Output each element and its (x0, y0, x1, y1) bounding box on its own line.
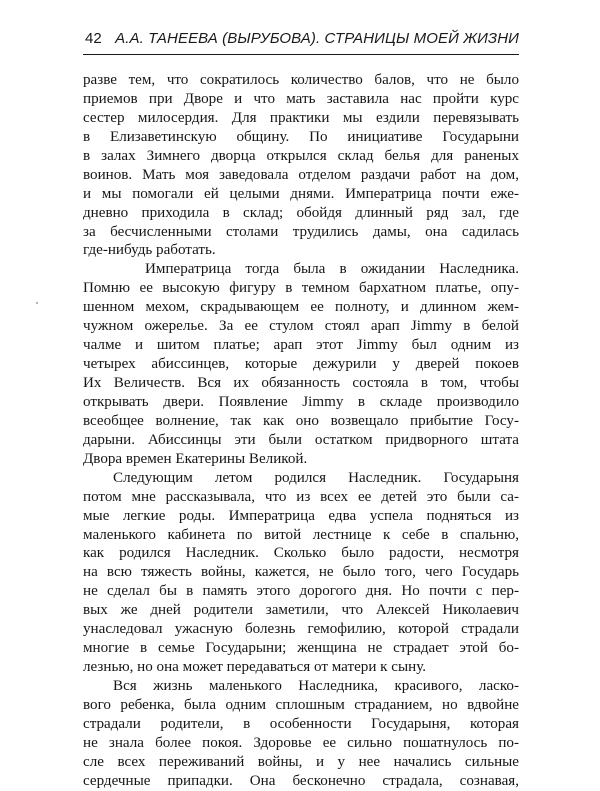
body-text (83, 71, 519, 791)
paragraph (83, 71, 519, 260)
text-line: вого ребенка, была одним сплошным страданием, но вдвойне (83, 696, 519, 713)
page-number: 42 (85, 30, 102, 47)
text-line: как родился Наследник. Сколько было радости, несмотря (83, 545, 519, 562)
text-line: дневно приходила в склад; обойдя длинный ряд зал, где (83, 204, 519, 221)
text-line: шенном мехом, скрадывающем ее полноту, и длинном жем- (83, 299, 519, 316)
header-rule (83, 54, 519, 55)
text-line: страдали родители, в особенности Государыня, которая (83, 715, 519, 732)
text-line: не знала более покоя. Здоровье ее сильно пошатнулось по- (83, 734, 519, 751)
text-line: открывать двери. Появление Jimmy в складе производило (83, 393, 519, 410)
text-line: маленького кабинета по витой лестнице к себе в спальню, (83, 526, 519, 543)
paragraph (83, 469, 519, 677)
text-line: сердечные припадки. Она бесконечно страдала, сознавая, (83, 772, 519, 789)
text-line: Их Величеств. Вся их обязанность состояла в том, чтобы (83, 375, 519, 391)
text-line: вых же дней родители заметили, что Алексей Николаевич (83, 602, 519, 619)
text-line: унаследовал ужасную болезнь гемофилию, которой страдали (83, 621, 519, 638)
text-line: четырех абиссинцев, которые дежурили у дверей покоев (83, 356, 519, 373)
text-line: в Елизаветинскую общину. По инициативе Государыни (83, 128, 519, 145)
text-line: чужном ожерелье. За ее стулом стоял арап Jimmy в белой (83, 318, 519, 335)
text-line: Двора времен Екатерины Великой. (83, 450, 308, 467)
text-line: Императрица тогда была в ожидании Наследника. (145, 261, 519, 278)
text-line: Помню ее высокую фигуру в темном бархатном платье, опу- (83, 280, 519, 297)
text-line: всеобщее волнение, так как оно возвещало прибытие Госу- (83, 412, 519, 429)
text-line: приемов при Дворе и что мать заставила нас пройти курс (83, 90, 519, 107)
text-line: Следующим летом родился Наследник. Государыня (113, 469, 519, 486)
text-line: и мы помогали ей целыми днями. Императрица почти еже- (83, 185, 519, 202)
text-line: не сделал бы в память этого дорогого дня. Но почти с пер- (83, 583, 519, 600)
text-line: чалме и шитом платье; арап этот Jimmy был одним из (83, 337, 519, 354)
text-line: многие в семье Государыни; женщина не страдает этой бо- (83, 640, 519, 657)
paragraph (83, 260, 519, 468)
text-line: воинов. Мать моя заведовала отделом раздачи работ на дом, (83, 166, 519, 183)
text-line: лезнью, но она может передаваться от матери к сыну. (83, 659, 427, 676)
text-line: сестер милосердия. Для практики мы ездили перевязывать (83, 109, 519, 126)
text-line: на всю тяжесть войны, кажется, не было того, чего Государь (83, 564, 519, 581)
text-line: мые легкие роды. Императрица едва успела подняться из (83, 507, 519, 524)
text-line: Вся жизнь маленького Наследника, красивого, ласко- (113, 678, 519, 694)
running-title: А.А. ТАНЕЕВА (ВЫРУБОВА). СТРАНИЦЫ МОЕЙ ЖИЗНИ (115, 30, 519, 47)
scan-speck (36, 302, 38, 304)
page-header (83, 26, 519, 56)
text-line: дарыни. Абиссинцы эти были остатком придворного штата (83, 431, 519, 448)
text-line: разве тем, что сократилось количество балов, что не было (83, 72, 519, 88)
paragraph (83, 677, 519, 791)
text-line: сле всех переживаний войны, и у нее начались сильные (83, 753, 519, 770)
text-line: потом мне рассказывала, что из всех ее детей это были са- (83, 488, 519, 505)
text-line: за бесчисленными столами трудились дамы, она садилась (83, 223, 519, 240)
text-line: где-нибудь работать. (83, 242, 216, 259)
text-line: в залах Зимнего дворца открылся склад белья для раненых (83, 147, 519, 164)
